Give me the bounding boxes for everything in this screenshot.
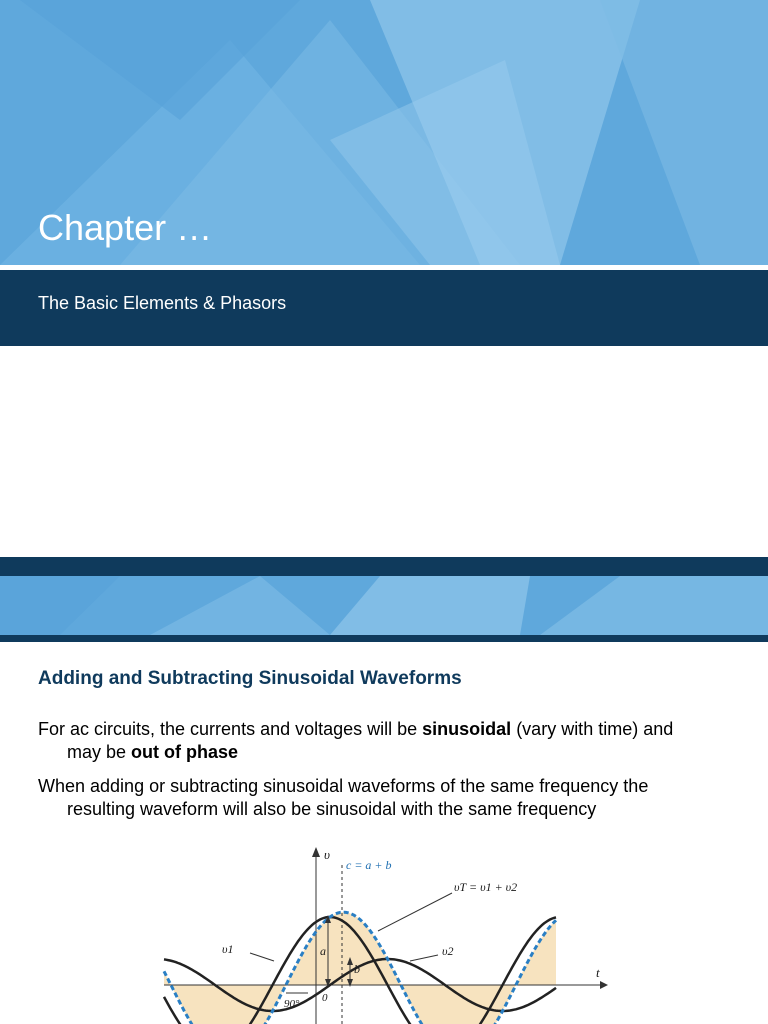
title-slide: [0, 0, 768, 346]
t-axis-arrow: [600, 981, 608, 989]
waveform-figure: [148, 835, 618, 1024]
slide-subtitle: The Basic Elements & Phasors: [38, 293, 287, 313]
vt-label: υT = υ1 + υ2: [454, 880, 518, 894]
v1-leader: [250, 953, 274, 961]
v-axis-label: υ: [324, 847, 330, 862]
header-top-bar: [0, 557, 768, 576]
content-slide: [0, 557, 768, 1024]
c-label: c = a + b: [346, 858, 392, 872]
header-band: [0, 576, 768, 635]
paragraph-text: may be: [67, 742, 132, 762]
origin-label: 0: [322, 992, 328, 1004]
bullet-paragraph: [38, 775, 738, 821]
a-label: a: [320, 944, 326, 958]
t-axis-label: t: [596, 965, 600, 980]
sum-waveform-area: [164, 912, 556, 1024]
v2-leader: [410, 955, 438, 961]
paragraph-text: resulting waveform will also be sinusoidal with the same frequency: [67, 799, 597, 819]
header-bottom-bar: [0, 635, 768, 642]
emphasis-text: out of phase: [131, 742, 239, 762]
b-label: b: [354, 962, 360, 976]
waveform-diagram: [148, 835, 618, 1024]
paragraph-text: For ac circuits, the currents and voltages will be: [38, 719, 423, 739]
vt-leader: [378, 893, 452, 931]
band-decoration: [0, 576, 768, 635]
paragraph-text: (vary with time) and: [511, 719, 674, 739]
angle-label: 90°: [284, 998, 300, 1010]
v2-label: υ2: [442, 944, 454, 958]
emphasis-text: sinusoidal: [422, 719, 512, 739]
v1-label: υ1: [222, 942, 234, 956]
v-axis-arrow: [312, 847, 320, 857]
bullet-paragraph: [38, 718, 738, 764]
slide-title: Chapter …: [38, 207, 213, 248]
slide-heading: Adding and Subtracting Sinusoidal Waveforms: [38, 668, 462, 689]
paragraph-text: When adding or subtracting sinusoidal waveforms of the same frequency the: [38, 776, 649, 796]
